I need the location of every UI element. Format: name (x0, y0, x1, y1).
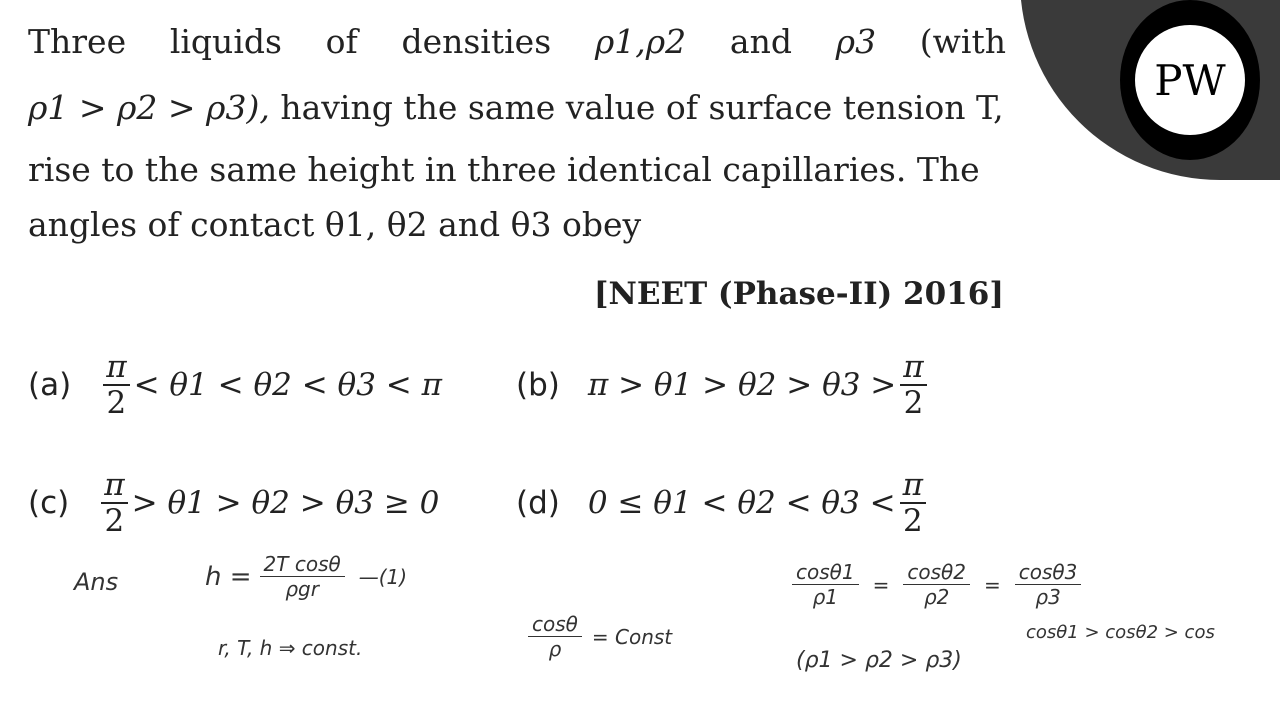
pi-over-2: $\frac{\pi}{2}$ (900, 350, 926, 420)
hw-cos-over-rho: $\frac{\cos\theta}{\rho}$ = Const (528, 612, 672, 661)
hw-cos-order: cosθ1 > cosθ2 > cos (1026, 622, 1215, 643)
hw-height-formula: h = 2T cosθ ρgr —(1) (205, 552, 408, 601)
hw-constants: r, T, h ⇒ const. (218, 636, 363, 660)
question-line-1: Three liquids of densities ρ1,ρ2 and ρ3 (with (28, 22, 1006, 61)
option-b[interactable]: (b) π > θ1 > θ2 > θ3 > $\frac{\pi}{2}$ (516, 350, 931, 420)
question-line-2: ρ1 > ρ2 > ρ3), having the same value of surface tension T, (28, 88, 1004, 127)
pi-over-2: $\frac{\pi}{2}$ (900, 468, 926, 538)
pw-logo (1120, 0, 1260, 160)
pi-over-2: $\frac{\pi}{2}$ (101, 468, 127, 538)
option-d[interactable]: (d) 0 ≤ θ1 < θ2 < θ3 < $\frac{\pi}{2}$ (516, 468, 930, 538)
pi-over-2: $\frac{\pi}{2}$ (103, 350, 129, 420)
option-c[interactable]: (c) $\frac{\pi}{2}$ > θ1 > θ2 > θ3 ≥ 0 (28, 467, 440, 539)
hw-density-order: (ρ1 > ρ2 > ρ3) (796, 648, 962, 673)
question-line-4: angles of contact θ1, θ2 and θ3 obey (28, 205, 642, 244)
option-a[interactable]: (a) $\frac{\pi}{2}$ < θ1 < θ2 < θ3 < π (28, 349, 442, 421)
question-line-3: rise to the same height in three identical capillaries. The (28, 150, 980, 189)
pw-logo-text: PW (1135, 25, 1245, 135)
hw-ratio-equality: $\frac{\cos\theta 1}{\rho 1}$ = $\frac{\cos\theta 2}{\rho 2}$ = $\frac{\cos\theta 3}{\rho 3}$ (792, 560, 1081, 609)
exam-source: [NEET (Phase-II) 2016] (593, 276, 1004, 312)
hw-ans: Ans (74, 568, 119, 596)
